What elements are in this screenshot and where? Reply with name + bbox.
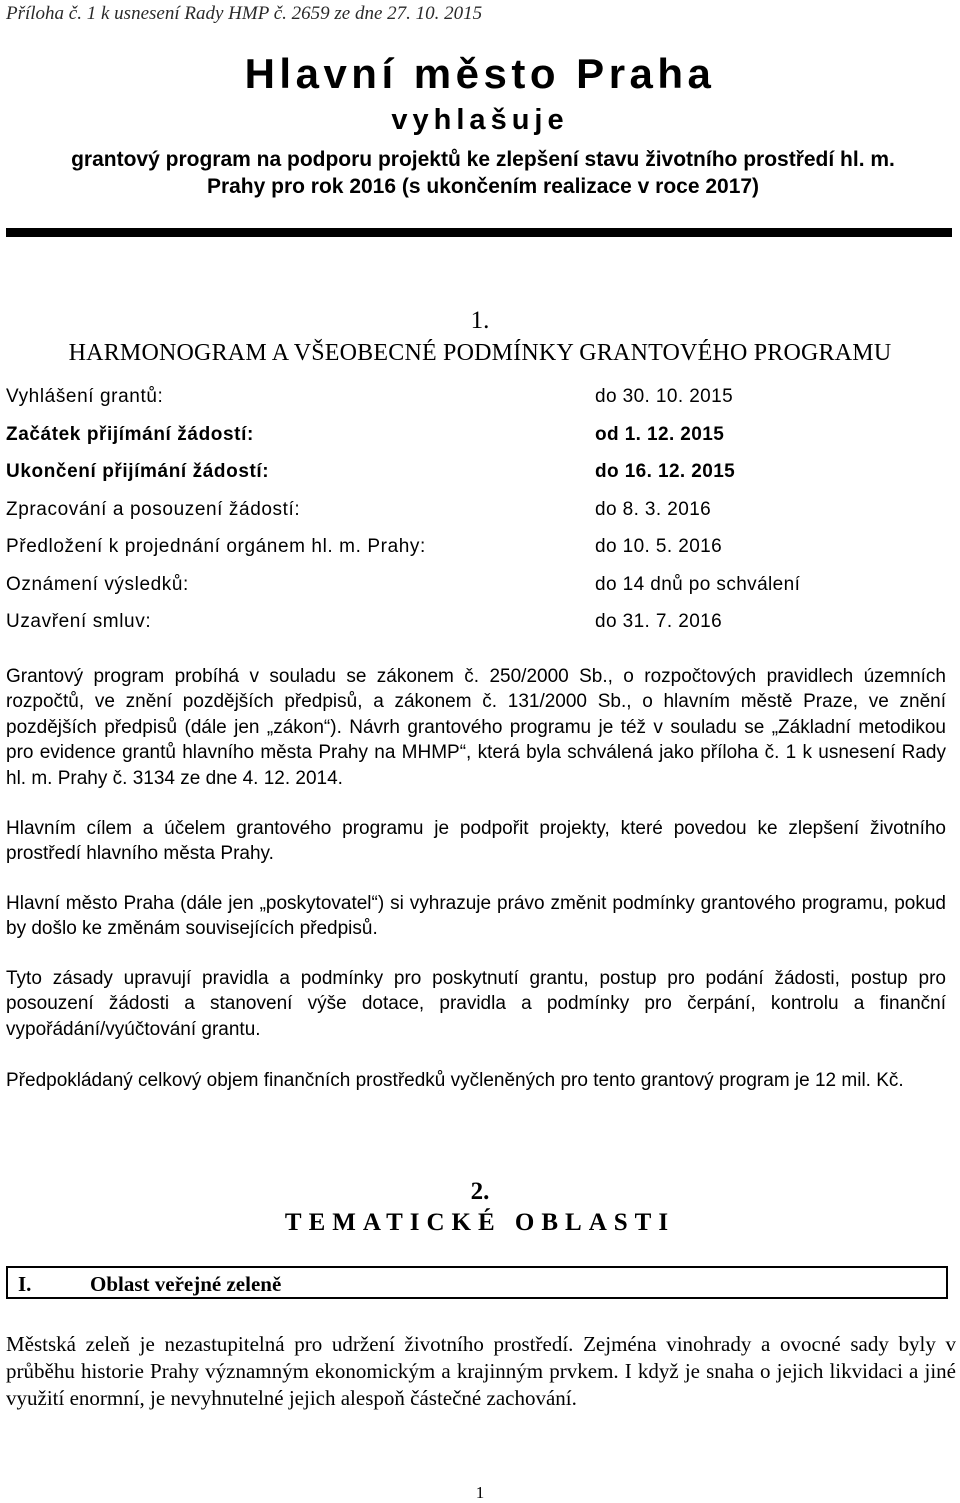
schedule-value: do 14 dnů po schválení bbox=[595, 574, 801, 595]
area-roman-numeral: I. bbox=[18, 1272, 32, 1296]
section-2-number: 2. bbox=[470, 1178, 490, 1205]
schedule-row bbox=[6, 424, 946, 450]
page-number: 1 bbox=[475, 1483, 485, 1502]
area-heading-box bbox=[6, 1266, 948, 1299]
schedule-value: do 10. 5. 2016 bbox=[595, 536, 723, 557]
schedule-label: Ukončení přijímání žádostí: bbox=[6, 461, 270, 482]
schedule-label: Vyhlášení grantů: bbox=[6, 386, 164, 407]
section-1-title: HARMONOGRAM A VŠEOBECNÉ PODMÍNKY GRANTOVÉHO PROGRAMU bbox=[68, 340, 892, 366]
schedule-row bbox=[6, 499, 946, 525]
program-name-line-1: grantový program na podporu projektů ke zlepšení stavu životního prostředí hl. m. bbox=[71, 148, 895, 171]
paragraph-rules: Tyto zásady upravují pravidla a podmínky pro poskytnutí grantu, postup pro podání žádosti, postup pro posouzení žádosti a stanovení výše dotace, pravidla a podmínky pro čerpání, kontrolu a finanční vypořádání/vyúčtování grantu. bbox=[6, 968, 946, 1040]
page-title: Hlavní město Praha bbox=[244, 50, 716, 97]
schedule-row bbox=[6, 461, 946, 487]
schedule-row bbox=[6, 611, 946, 637]
program-name bbox=[6, 146, 960, 200]
section-2-title: TEMATICKÉ OBLASTI bbox=[284, 1209, 676, 1236]
schedule-value: do 8. 3. 2016 bbox=[595, 499, 712, 520]
schedule-row bbox=[6, 536, 946, 562]
schedule-value: do 31. 7. 2016 bbox=[595, 611, 723, 632]
schedule-value: od 1. 12. 2015 bbox=[595, 424, 725, 445]
paragraph-budget: Předpokládaný celkový objem finančních prostředků vyčleněných pro tento grantový program je 12 mil. Kč. bbox=[6, 1070, 904, 1091]
schedule-label: Předložení k projednání orgánem hl. m. Prahy: bbox=[6, 536, 426, 557]
schedule-row bbox=[6, 574, 946, 600]
schedule-label: Uzavření smluv: bbox=[6, 611, 152, 632]
paragraph-goal: Hlavním cílem a účelem grantového programu je podpořit projekty, které povedou ke zlepšení životního prostředí hlavního města Prahy. bbox=[6, 818, 946, 865]
schedule-value: do 30. 10. 2015 bbox=[595, 386, 734, 407]
header-note: Příloha č. 1 k usnesení Rady HMP č. 2659 ze dne 27. 10. 2015 bbox=[6, 3, 483, 24]
area-description: Městská zeleň je nezastupitelná pro udržení životního prostředí. Zejména vinohrady a ovocné sady byly v průběhu historie Prahy významným ekonomickým a krajinným prvkem. I když je snaha o jejich likvidaci a jiné využití enormní, je nevyhnutelné jejich alespoň částečné zachování. bbox=[6, 1332, 956, 1410]
schedule-value: do 16. 12. 2015 bbox=[595, 461, 736, 482]
paragraph-legal-basis: Grantový program probíhá v souladu se zákonem č. 250/2000 Sb., o rozpočtových pravidlech územních rozpočtů, ve znění pozdějších předpisů, a zákonem č. 131/2000 Sb., o hlavním městě Praze, ve znění pozdějších předpisů (dále jen „zákon“). Návrh grantového programu je též v souladu se „Základní metodikou pro evidence grantů hlavního města Prahy na MHMP“, která byla schválená jako příloha č. 1 k usnesení Rady hl. m. Prahy č. 3134 ze dne 4. 12. 2014. bbox=[6, 666, 946, 789]
schedule-row bbox=[6, 386, 946, 412]
schedule-label: Oznámení výsledků: bbox=[6, 574, 189, 595]
horizontal-rule bbox=[6, 228, 952, 237]
area-title: Oblast veřejné zeleně bbox=[90, 1272, 282, 1296]
subtitle: vyhlašuje bbox=[391, 104, 569, 136]
section-1-number: 1. bbox=[470, 307, 490, 334]
schedule-label: Začátek přijímání žádostí: bbox=[6, 424, 254, 445]
program-name-line-2: Prahy pro rok 2016 (s ukončením realizace v roce 2017) bbox=[206, 175, 760, 198]
schedule-label: Zpracování a posouzení žádostí: bbox=[6, 499, 301, 520]
paragraph-rights: Hlavní město Praha (dále jen „poskytovatel“) si vyhrazuje právo změnit podmínky grantového programu, pokud by došlo ke změnám souvisejících předpisů. bbox=[6, 893, 946, 940]
